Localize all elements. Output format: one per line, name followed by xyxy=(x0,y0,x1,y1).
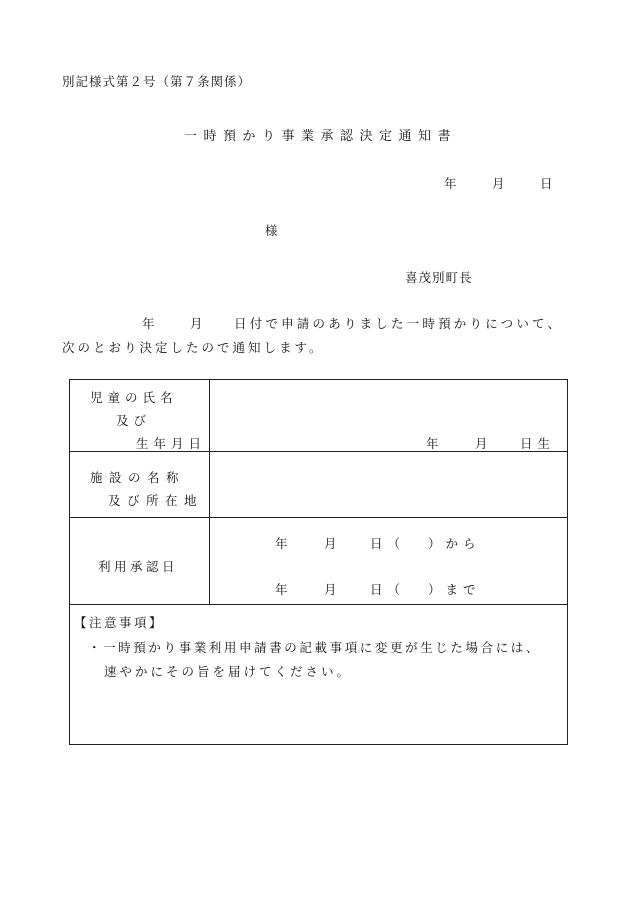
child-label-line1: 児童の氏名 xyxy=(90,390,178,405)
birth-day-label: 日生 xyxy=(520,436,556,451)
body-month-label: 月 xyxy=(190,316,203,331)
to-close-label: ）まで xyxy=(428,582,481,597)
document-title: 一時預かり事業承認決定通知書 xyxy=(184,129,458,144)
birth-month-label: 月 xyxy=(475,436,493,451)
body-application-text: 日付で申請のありました一時預かりについて、 xyxy=(234,316,564,331)
date-day-label: 日 xyxy=(540,176,553,191)
body-paragraph-line2: 次のとおり決定したので通知します。 xyxy=(62,340,325,355)
table-divider xyxy=(70,517,567,518)
date-year-label: 年 xyxy=(444,176,457,191)
issuer-name: 喜茂別町長 xyxy=(405,270,473,285)
to-year-label: 年 xyxy=(275,582,293,597)
form-number-label: 別記様式第２号（第７条関係） xyxy=(62,74,252,89)
child-label-line3: 生年月日 xyxy=(136,436,207,451)
notes-heading: 【注意事項】 xyxy=(74,615,165,630)
notes-item-line1: ・一時預かり事業利用申請書の記載事項に変更が生じた場合には、 xyxy=(88,640,542,655)
notice-table xyxy=(69,379,568,745)
child-label-line2: 及び xyxy=(116,413,152,428)
notes-item-line2: 速やかにその旨を届けてください。 xyxy=(104,664,353,679)
approval-label: 利用承認日 xyxy=(98,559,179,574)
date-month-label: 月 xyxy=(492,176,505,191)
from-month-label: 月 xyxy=(324,536,342,551)
from-day-label: 日（ xyxy=(370,536,406,551)
table-divider xyxy=(70,604,567,605)
to-month-label: 月 xyxy=(324,582,342,597)
facility-label-line1: 施設の名称 xyxy=(90,470,186,485)
body-year-label: 年 xyxy=(142,316,155,331)
birth-year-label: 年 xyxy=(426,436,444,451)
addressee-honorific: 様 xyxy=(265,223,278,238)
facility-label-line2: 及び所在地 xyxy=(108,493,204,508)
from-close-label: ）から xyxy=(428,536,481,551)
from-year-label: 年 xyxy=(275,536,293,551)
table-column-divider xyxy=(209,380,210,604)
to-day-label: 日（ xyxy=(370,582,406,597)
